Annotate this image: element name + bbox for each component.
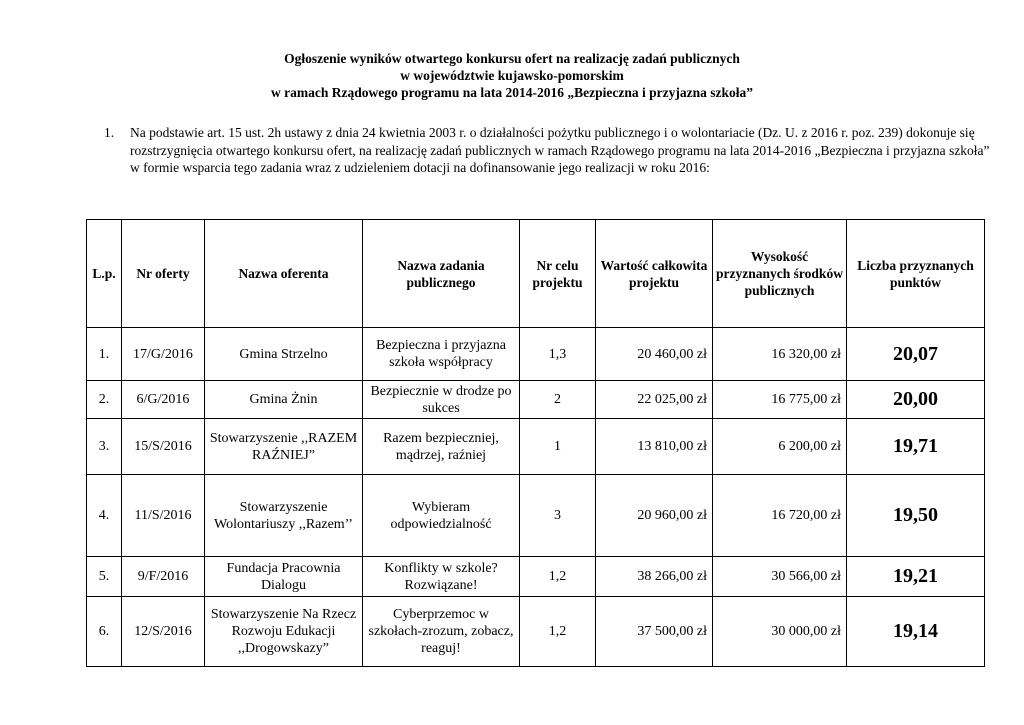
cell-wartosc: 20 460,00 zł xyxy=(596,328,713,381)
cell-wysokosc: 30 000,00 zł xyxy=(713,597,847,667)
cell-zadanie: Razem bezpieczniej, mądrzej, raźniej xyxy=(363,419,520,475)
cell-lp: 4. xyxy=(87,475,122,557)
header-wartosc: Wartość całkowita projektu xyxy=(596,220,713,328)
cell-wartosc: 13 810,00 zł xyxy=(596,419,713,475)
cell-punkty: 19,50 xyxy=(847,475,985,557)
cell-nr-oferty: 9/F/2016 xyxy=(122,557,205,597)
header-nazwa-oferenta: Nazwa oferenta xyxy=(205,220,363,328)
cell-nr-celu: 1,3 xyxy=(520,328,596,381)
cell-wartosc: 37 500,00 zł xyxy=(596,597,713,667)
cell-lp: 1. xyxy=(87,328,122,381)
cell-nr-celu: 1,2 xyxy=(520,557,596,597)
cell-punkty: 20,00 xyxy=(847,381,985,419)
header-nr-celu: Nr celu projektu xyxy=(520,220,596,328)
cell-zadanie: Wybieram odpowiedzialność xyxy=(363,475,520,557)
cell-nr-oferty: 6/G/2016 xyxy=(122,381,205,419)
cell-nr-oferty: 12/S/2016 xyxy=(122,597,205,667)
intro-number: 1. xyxy=(104,125,115,140)
table-row xyxy=(87,475,985,557)
cell-oferent: Stowarzyszenie ,,RAZEM RAŹNIEJ” xyxy=(205,419,363,475)
cell-nr-oferty: 17/G/2016 xyxy=(122,328,205,381)
cell-nr-celu: 3 xyxy=(520,475,596,557)
cell-nr-oferty: 15/S/2016 xyxy=(122,419,205,475)
cell-zadanie: Bezpiecznie w drodze po sukces xyxy=(363,381,520,419)
cell-lp: 2. xyxy=(87,381,122,419)
heading-line-1: Ogłoszenie wyników otwartego konkursu ofert na realizację zadań publicznych xyxy=(284,51,740,66)
table-header-row xyxy=(87,220,985,328)
header-nazwa-zadania: Nazwa zadania publicznego xyxy=(363,220,520,328)
results-table xyxy=(86,219,985,667)
table-row xyxy=(87,419,985,475)
cell-oferent: Stowarzyszenie Na Rzecz Rozwoju Edukacji ,,Drogowskazy” xyxy=(205,597,363,667)
heading-line-2: w województwie kujawsko-pomorskim xyxy=(400,68,624,83)
cell-zadanie: Cyberprzemoc w szkołach-zrozum, zobacz, reaguj! xyxy=(363,597,520,667)
cell-oferent: Fundacja Pracownia Dialogu xyxy=(205,557,363,597)
table-row xyxy=(87,597,985,667)
cell-nr-celu: 1 xyxy=(520,419,596,475)
cell-zadanie: Konflikty w szkole? Rozwiązane! xyxy=(363,557,520,597)
cell-oferent: Gmina Żnin xyxy=(205,381,363,419)
cell-lp: 3. xyxy=(87,419,122,475)
cell-punkty: 20,07 xyxy=(847,328,985,381)
table-row xyxy=(87,557,985,597)
cell-punkty: 19,71 xyxy=(847,419,985,475)
heading-line-3: w ramach Rządowego programu na lata 2014-2016 „Bezpieczna i przyjazna szkoła” xyxy=(271,85,753,100)
cell-oferent: Gmina Strzelno xyxy=(205,328,363,381)
document-heading xyxy=(0,50,1024,101)
cell-lp: 5. xyxy=(87,557,122,597)
header-lp: L.p. xyxy=(87,220,122,328)
cell-wysokosc: 16 775,00 zł xyxy=(713,381,847,419)
cell-wysokosc: 30 566,00 zł xyxy=(713,557,847,597)
cell-wysokosc: 6 200,00 zł xyxy=(713,419,847,475)
table-row xyxy=(87,328,985,381)
cell-wysokosc: 16 320,00 zł xyxy=(713,328,847,381)
cell-lp: 6. xyxy=(87,597,122,667)
cell-punkty: 19,21 xyxy=(847,557,985,597)
header-nr-oferty: Nr oferty xyxy=(122,220,205,328)
cell-oferent: Stowarzyszenie Wolontariuszy ,,Razem’’ xyxy=(205,475,363,557)
cell-wartosc: 38 266,00 zł xyxy=(596,557,713,597)
cell-wartosc: 22 025,00 zł xyxy=(596,381,713,419)
intro-text: Na podstawie art. 15 ust. 2h ustawy z dnia 24 kwietnia 2003 r. o działalności pożytku publicznego i o wolontariacie (Dz. U. z 2016 r. poz. 239) dokonuje się rozstrzygnięcia otwartego konkursu ofert, na realizację zadań publicznych w ramach Rządowego programu na lata 2014-2016 „Bezpieczna i przyjazna szkoła” w formie wsparcia tego zadania wraz z udzieleniem dotacji na dofinansowanie jego realizacji w roku 2016: xyxy=(130,125,990,175)
cell-nr-oferty: 11/S/2016 xyxy=(122,475,205,557)
cell-zadanie: Bezpieczna i przyjazna szkoła współpracy xyxy=(363,328,520,381)
header-punkty: Liczba przyznanych punktów xyxy=(847,220,985,328)
cell-punkty: 19,14 xyxy=(847,597,985,667)
cell-nr-celu: 2 xyxy=(520,381,596,419)
cell-wartosc: 20 960,00 zł xyxy=(596,475,713,557)
header-wysokosc: Wysokość przyznanych środków publicznych xyxy=(713,220,847,328)
table-row xyxy=(87,381,985,419)
cell-wysokosc: 16 720,00 zł xyxy=(713,475,847,557)
cell-nr-celu: 1,2 xyxy=(520,597,596,667)
